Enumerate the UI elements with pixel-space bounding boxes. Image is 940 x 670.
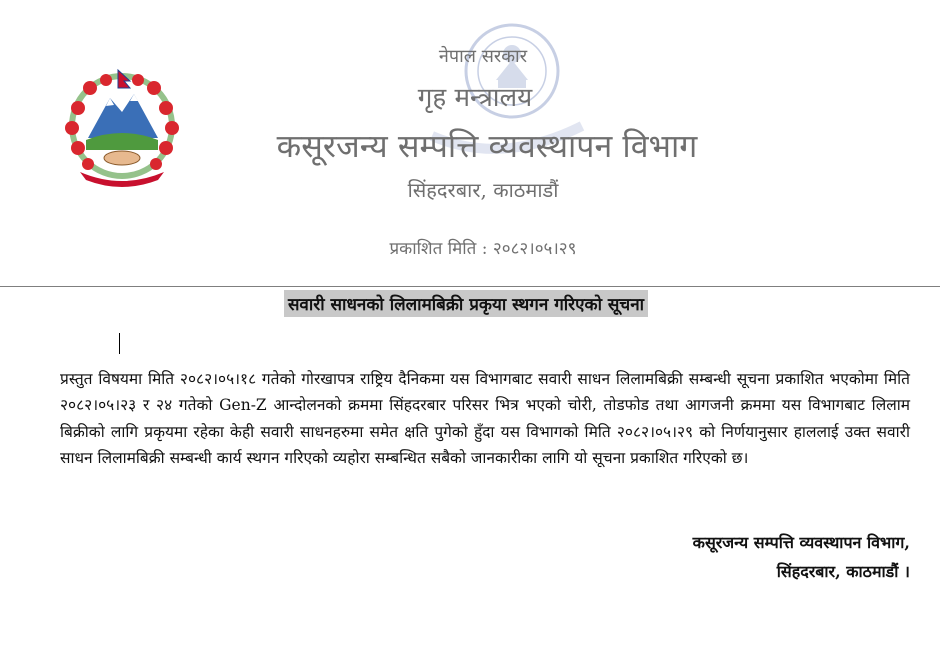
department-name: कसूरजन्य सम्पत्ति व्यवस्थापन विभाग (276, 127, 698, 165)
signature-address: सिंहदरबार, काठमाडौं । (776, 562, 910, 581)
ministry-name: गृह मन्त्रालय (417, 83, 533, 113)
signature-department: कसूरजन्य सम्पत्ति व्यवस्थापन विभाग, (692, 533, 910, 552)
office-address: सिंहदरबार, काठमाडौं (407, 178, 559, 202)
letterhead (0, 0, 940, 285)
notice-body[interactable]: प्रस्तुत विषयमा मिति २०८२।०५।१८ गतेको गोरखापत्र राष्ट्रिय दैनिकमा यस विभागबाट सवारी साधन लिलामबिक्री सम्बन्धी सूचना प्रकाशित भएकोमा मिति २०८२।०५।२३ र २४ गतेको Gen-Z आन्दोलनको क्रममा सिंहदरबार परिसर भित्र भएको चोरी, तोडफोड तथा आगजनी क्रममा यस विभागबाट लिलाम बिक्रीको लागि प्रकृयमा रहेका केही सवारी साधनहरुमा समेत क्षति पुगेको हुँदा यस विभागको मिति २०८२।०५।२९ को निर्णयानुसार हाललाई उक्त सवारी साधन लिलामबिक्री सम्बन्धी कार्य स्थगन गरिएको व्यहोरा सम्बन्धित सबैको जानकारीका लागि यो सूचना प्रकाशित गरिएको छ। (60, 370, 910, 468)
notice-title-container (0, 290, 940, 317)
notice-title[interactable]: सवारी साधनको लिलामबिक्री प्रकृया स्थगन गरिएको सूचना (284, 290, 648, 317)
government-name: नेपाल सरकार (438, 46, 528, 67)
header-divider (0, 286, 940, 287)
signature-block (693, 528, 910, 586)
text-cursor (119, 333, 120, 354)
published-date: प्रकाशित मिति : २०८२।०५।२९ (389, 239, 577, 259)
